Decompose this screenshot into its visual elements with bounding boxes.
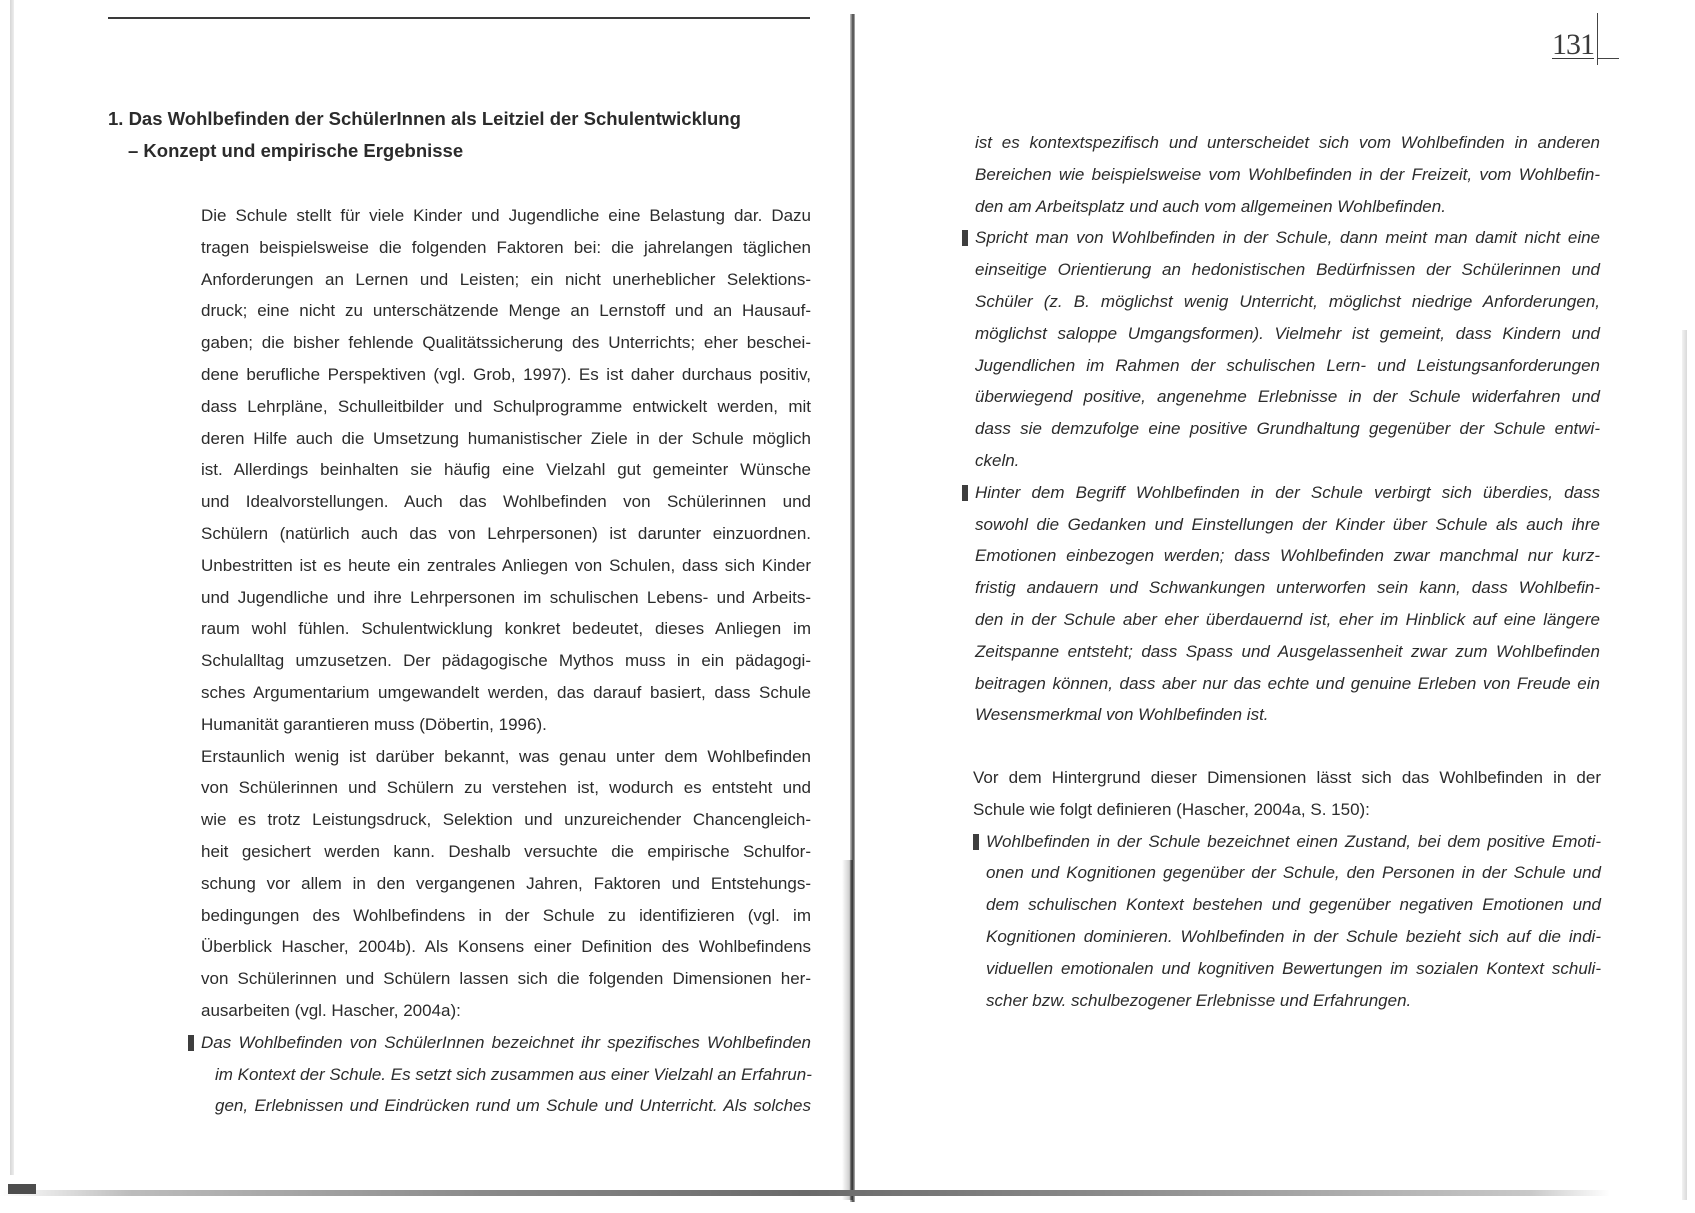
text-line: Schule wie folgt definieren (Hascher, 2004a, S. 150): [973, 799, 1370, 819]
text-line: Wesensmerkmal von Wohlbefinden ist. [975, 705, 1269, 725]
bullet-item-3 [975, 477, 1600, 731]
left-page-body [201, 200, 811, 1122]
section-heading [108, 103, 808, 167]
text-line: onen und Kognitionen gegenüber der Schule, den Personen in der Schule und [986, 863, 1601, 883]
text-line: Erstaunlich wenig ist darüber bekannt, was genau unter dem Wohlbefinden [201, 746, 811, 766]
bullet-item-1 [201, 1027, 811, 1122]
bullet-square-icon [962, 230, 968, 246]
paragraph-definition-intro [973, 762, 1601, 826]
text-line: Zeitspanne entsteht; dass Spass und Ausgelassenheit zwar zum Wohlbefinden [975, 641, 1600, 661]
text-line: dass sie demzufolge eine positive Grundhaltung gegenüber der Schule entwi- [975, 419, 1600, 439]
text-line: scher bzw. schulbezogener Erlebnisse und Erfahrungen. [986, 990, 1412, 1010]
text-line: deren Hilfe auch die Umsetzung humanistischer Ziele in der Schule möglich [201, 428, 811, 448]
text-line: wie es trotz Leistungsdruck, Selektion und unzureichender Chancengleich- [201, 810, 811, 830]
text-line: überwiegend positive, angenehme Erlebnisse in der Schule widerfahren und [975, 387, 1600, 407]
bullet-item-1-continued [975, 127, 1600, 222]
text-line: ausarbeiten (vgl. Hascher, 2004a): [201, 1000, 461, 1020]
text-line: Humanität garantieren muss (Döbertin, 1996). [201, 714, 547, 734]
right-page-definition [973, 762, 1601, 1016]
text-line: Wohlbefinden in der Schule bezeichnet einen Zustand, bei dem positive Emoti- [986, 831, 1601, 851]
scan-corner-mark [8, 1184, 36, 1194]
scan-bottom-edge [0, 1190, 1610, 1196]
text-line: Spricht man von Wohlbefinden in der Schule, dann meint man damit nicht eine [975, 228, 1600, 248]
text-line: ist es kontextspezifisch und unterscheidet sich vom Wohlbefinden in anderen [975, 133, 1600, 152]
text-line: Kognitionen dominieren. Wohlbefinden in der Schule bezieht sich auf die indi- [986, 926, 1601, 946]
text-line: dass Lehrpläne, Schulleitbilder und Schulprogramme entwickelt werden, mit [201, 396, 811, 416]
text-line: Überblick Hascher, 2004b). Als Konsens einer Definition des Wohlbefindens [201, 937, 811, 957]
text-line: gaben; die bisher fehlende Qualitätssicherung des Unterrichts; eher beschei- [201, 333, 811, 353]
text-line: Anforderungen an Lernen und Leisten; ein nicht unerheblicher Selektions- [201, 269, 811, 289]
text-line: Die Schule stellt für viele Kinder und Jugendliche eine Belastung dar. Dazu [201, 206, 811, 225]
text-line: Schüler (z. B. möglichst wenig Unterricht, möglichst niedrige Anforderungen, [975, 291, 1600, 311]
text-line: Hinter dem Begriff Wohlbefinden in der Schule verbirgt sich überdies, dass [975, 482, 1600, 502]
text-line: einseitige Orientierung an hedonistischen Bedürfnissen der Schülerinnen und [975, 260, 1600, 280]
text-line: und Jugendliche und ihre Lehrpersonen im schulischen Lebens- und Arbeits- [201, 587, 811, 607]
text-line: dene berufliche Perspektiven (vgl. Grob, 1997). Es ist daher durchaus positiv, [201, 364, 811, 384]
text-line: fristig andauern und Schwankungen unterworfen sein kann, dass Wohlbefin- [975, 578, 1600, 598]
text-line: dem schulischen Kontext bestehen und gegenüber negativen Emotionen und [986, 895, 1601, 915]
text-line: Unbestritten ist es heute ein zentrales Anliegen von Schulen, dass sich Kinder [201, 555, 811, 575]
text-line: von Schülerinnen und Schülern zu verstehen ist, wodurch es entsteht und [201, 778, 811, 798]
text-line: ist. Allerdings beinhalten sie häufig eine Vielzahl gut gemeinter Wünsche [201, 460, 811, 480]
paragraph-intro [201, 200, 811, 741]
page-number: 131 [1552, 28, 1594, 61]
text-line: bedingungen des Wohlbefindens in der Schule zu identifizieren (vgl. im [201, 905, 811, 925]
bullet-item-2 [975, 222, 1600, 476]
text-line: viduellen emotionalen und kognitiven Bewertungen im sozialen Kontext schuli- [986, 958, 1601, 978]
bullet-square-icon [962, 485, 968, 501]
text-line: Emotionen einbezogen werden; dass Wohlbefinden zwar manchmal nur kurz- [975, 546, 1600, 566]
text-line: Bereichen wie beispielsweise vom Wohlbefinden in der Freizeit, vom Wohlbefin- [975, 164, 1600, 184]
scan-edge-left [10, 0, 14, 1175]
bullet-square-icon [188, 1035, 194, 1051]
crop-mark-horizontal [1597, 58, 1619, 59]
text-line: sowohl die Gedanken und Einstellungen der Kinder über Schule als auch ihre [975, 514, 1600, 534]
text-line: möglichst saloppe Umgangsformen). Vielmehr ist gemeint, dass Kindern und [975, 323, 1600, 343]
right-page-bullets [975, 127, 1600, 731]
definition-bullet [973, 826, 1601, 1017]
header-rule [108, 17, 810, 19]
text-line: Schulalltag umzusetzen. Der pädagogische Mythos muss in ein pädagogi- [201, 651, 811, 671]
scan-edge-right [1682, 330, 1687, 1200]
text-line: heit gesichert werden kann. Deshalb versuchte die empirische Schulfor- [201, 841, 811, 861]
text-line: Schülern (natürlich auch das von Lehrpersonen) ist darunter einzuordnen. [201, 523, 811, 543]
text-line: und Idealvorstellungen. Auch das Wohlbefinden von Schülerinnen und [201, 492, 811, 512]
text-line: Vor dem Hintergrund dieser Dimensionen lässt sich das Wohlbefinden in der [973, 768, 1601, 787]
gutter-shadow [842, 860, 854, 1200]
bullet-square-icon [973, 834, 979, 850]
paragraph-research [201, 741, 811, 1027]
text-line: Das Wohlbefinden von SchülerInnen bezeichnet ihr spezifisches Wohlbefinden [201, 1032, 811, 1052]
text-line: den in der Schule aber eher überdauernd ist, eher im Hinblick auf eine längere [975, 609, 1600, 629]
text-line: tragen beispielsweise die folgenden Faktoren bei: die jahrelangen täglichen [201, 237, 811, 257]
text-line: druck; eine nicht zu unterschätzende Menge an Lernstoff und an Hausauf- [201, 301, 811, 321]
text-line: Jugendlichen im Rahmen der schulischen Lern- und Leistungsanforderungen [975, 355, 1600, 375]
text-line: schung vor allem in den vergangenen Jahren, Faktoren und Entstehungs- [201, 873, 811, 893]
text-line: ckeln. [975, 450, 1020, 470]
heading-line-2: – Konzept und empirische Ergebnisse [128, 140, 464, 161]
text-line: von Schülerinnen und Schülern lassen sich die folgenden Dimensionen her- [201, 969, 811, 989]
text-line: raum wohl fühlen. Schulentwicklung konkret bedeutet, dieses Anliegen im [201, 619, 811, 639]
text-line: gen, Erlebnissen und Eindrücken rund um Schule und Unterricht. Als solches [215, 1096, 811, 1116]
text-line: beitragen können, dass aber nur das echte und genuine Erleben von Freude ein [975, 673, 1600, 693]
heading-line-1: 1. Das Wohlbefinden der SchülerInnen als Leitziel der Schulentwicklung [108, 108, 741, 129]
text-line: im Kontext der Schule. Es setzt sich zusammen aus einer Vielzahl an Erfahrun- [215, 1064, 812, 1084]
text-line: den am Arbeitsplatz und auch vom allgemeinen Wohlbefinden. [975, 196, 1446, 216]
text-line: sches Argumentarium umgewandelt werden, das darauf basiert, dass Schule [201, 682, 811, 702]
